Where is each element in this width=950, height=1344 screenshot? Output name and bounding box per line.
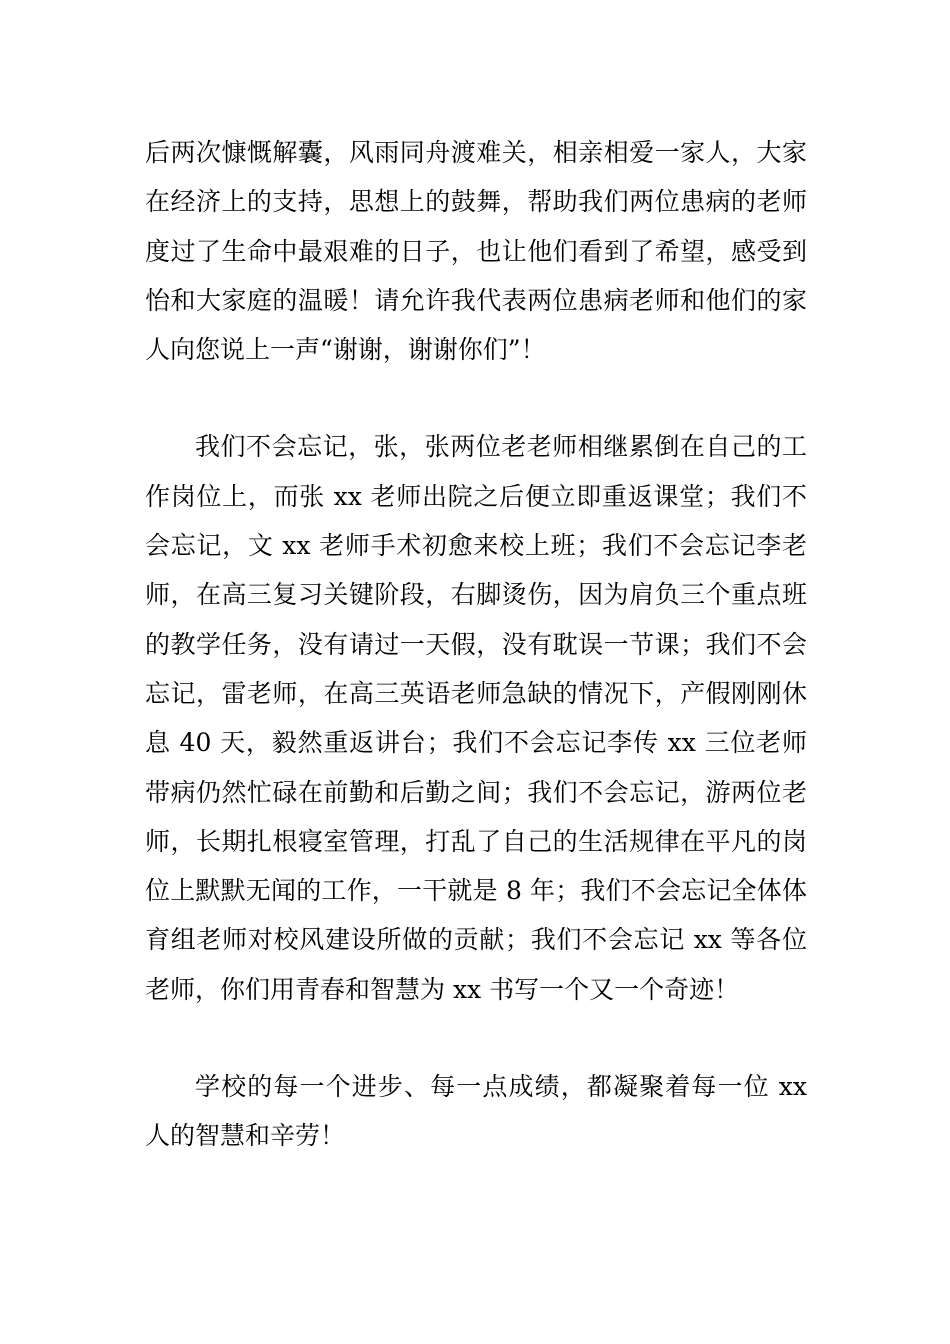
paragraph-we-will-not-forget: 我们不会忘记，张，张两位老老师相继累倒在自己的工作岗位上，而张 xx 老师出院之后便立即重返课堂；我们不会忘记，文 xx 老师手术初愈来校上班；我们不会忘记李老师，在高三复习关键阶段，右脚烫伤，因为肩负三个重点班的教学任务，没有请过一天假，没有耽误一节课；我们不会忘记，雷老师，在高三英语老师急缺的情况下，产假刚刚休息 40 天，毅然重返讲台；我们不会忘记李传 xx 三位老师带病仍然忙碌在前勤和后勤之间；我们不会忘记，游两位老师，长期扎根寝室管理，打乱了自己的生活规律在平凡的岗位上默默无闻的工作，一干就是 8 年；我们不会忘记全体体育组老师对校风建设所做的贡献；我们不会忘记 xx 等各位老师，你们用青春和智慧为 xx 书写一个又一个奇迹！ [145,432,807,1004]
document-body [145,128,807,1161]
paragraph-school-progress: 学校的每一个进步、每一点成绩，都凝聚着每一位 xx 人的智慧和辛劳！ [145,1072,807,1151]
paragraph-gratitude-continuation: 后两次慷慨解囊，风雨同舟渡难关，相亲相爱一家人，大家在经济上的支持，思想上的鼓舞，帮助我们两位患病的老师度过了生命中最艰难的日子，也让他们看到了希望，感受到怡和大家庭的温暖！请允许我代表两位患病老师和他们的家人向您说上一声“谢谢，谢谢你们”！ [145,138,807,365]
